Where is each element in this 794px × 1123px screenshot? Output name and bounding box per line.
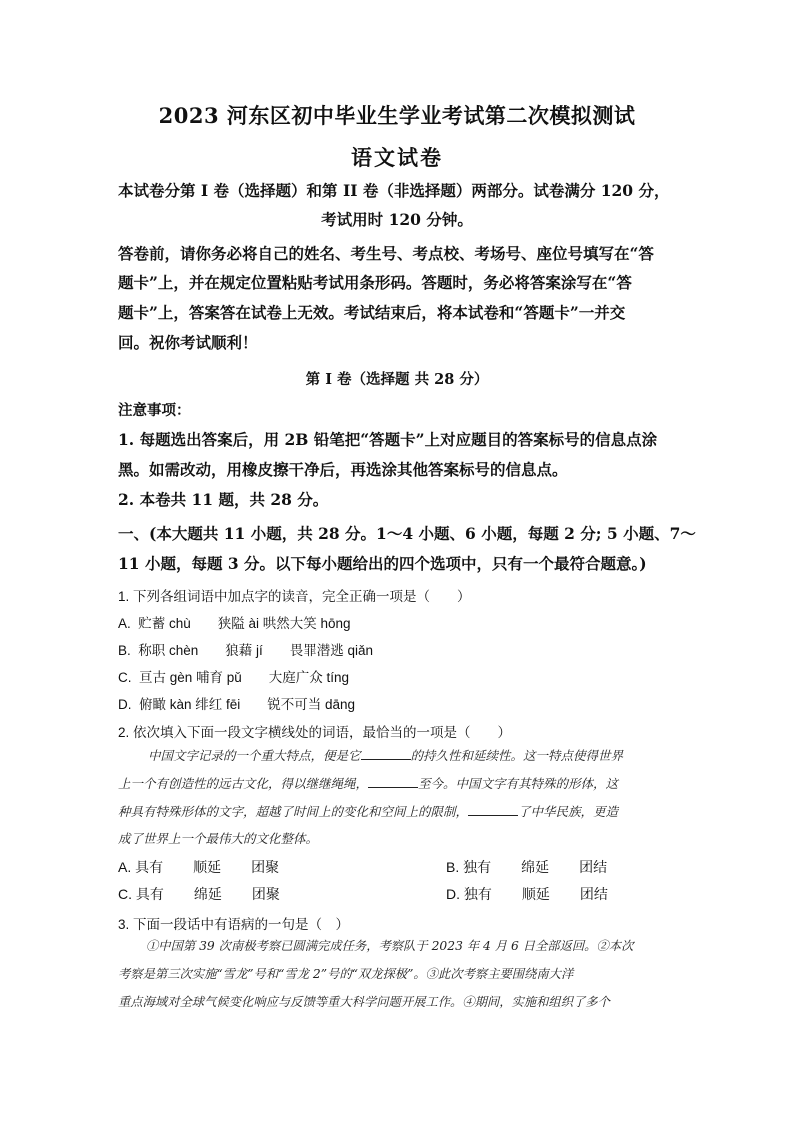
instruction-line-4: 回。祝你考试顺利！ [118, 333, 258, 352]
part1-heading: 第 I 卷（选择题 共 28 分） [305, 371, 489, 388]
question-1-option-b: B. 称职 chèn 狼藉 jí 畏罪潜逃 qiǎn [118, 643, 374, 658]
intro-line-2: 考试用时 120 分钟。 [321, 210, 473, 229]
fill-blank-3 [468, 803, 518, 816]
choice-word: A. 具有 [118, 859, 164, 875]
choice-word: 团结 [579, 886, 608, 902]
question-3-line-3: 重点海域对全球气候变化响应与反馈等重大科学问题开展工作。④期间，实施和组织了多个 [118, 995, 610, 1009]
choice-word: 绵延 [521, 859, 550, 875]
choice-word: 团结 [579, 859, 608, 875]
question-2-choice-a [118, 857, 309, 877]
notes-label: 注意事项： [118, 402, 191, 419]
question-2-stem: 2. 依次填入下面一段文字横线处的词语，最恰当的一项是（ ） [118, 725, 512, 740]
choice-word: C. 具有 [118, 886, 164, 902]
exam-subtitle: 语文试卷 [351, 145, 443, 170]
question-1-option-a: A. 贮蓄 chù 狭隘 ài 哄然大笑 hōng [118, 616, 351, 631]
choice-word: 绵延 [193, 886, 222, 902]
choice-word: 顺延 [521, 886, 550, 902]
choice-word: 顺延 [193, 859, 222, 875]
question-3-line-2: 考察是第三次实施“雪龙”号和“雪龙 2”号的“双龙探极”。③此次考察主要围绕南大洋 [118, 967, 574, 981]
passage-text: 种具有特殊形体的文字，超越了时间上的变化和空间上的限制， [118, 804, 469, 819]
section-1-line-1: 一、(本大题共 11 小题，共 28 分。1～4 小题、6 小题，每题 2 分; 5 小题、7～ [118, 524, 696, 543]
passage-text: 的持久性和延续性。这一特点使得世界 [410, 748, 624, 763]
question-3-line-1: ①中国第 39 次南极考察已圆满完成任务，考察队于 2023 年 4 月 6 日全部返回。②本次 [146, 939, 634, 953]
passage-text: 中国文字记录的一个重大特点，便是它 [148, 748, 361, 763]
note-1-line-2: 黑。如需改动，用橡皮擦干净后，再选涂其他答案标号的信息点。 [118, 460, 568, 479]
question-1-option-d: D. 俯瞰 kàn 绯红 fēi 锐不可当 dāng [118, 697, 356, 712]
instruction-line-1: 答卷前，请你务必将自己的姓名、考生号、考点校、考场号、座位号填写在“答 [118, 244, 654, 263]
exam-title: 2023 河东区初中毕业生学业考试第二次模拟测试 [158, 103, 636, 128]
fill-blank-2 [368, 775, 418, 788]
instruction-line-2: 题卡”上，并在规定位置粘贴考试用条形码。答题时，务必将答案涂写在“答 [118, 273, 632, 292]
question-2-choice-b [446, 857, 637, 877]
passage-line-2 [118, 770, 676, 798]
question-3-stem: 3. 下面一段话中有语病的一句是（ ） [118, 917, 350, 932]
passage-line-4: 成了世界上一个最伟大的文化整体。 [118, 831, 319, 846]
passage-text: 上一个有创造性的远古文化，得以继继绳绳， [118, 776, 369, 791]
choice-word: 团聚 [251, 886, 280, 902]
intro-line-1: 本试卷分第 I 卷（选择题）和第 II 卷（非选择题）两部分。试卷满分 120 分， [118, 181, 670, 200]
passage-line-3 [118, 798, 676, 826]
note-2: 2. 本卷共 11 题，共 28 分。 [118, 490, 329, 509]
question-1-option-c: C. 亘古 gèn 哺育 pǔ 大庭广众 tíng [118, 670, 350, 685]
choice-word: 团聚 [251, 859, 280, 875]
fill-blank-1 [361, 747, 411, 760]
question-1-stem: 1. 下列各组词语中加点字的读音，完全正确一项是（ ） [118, 589, 471, 604]
note-1-line-1: 1. 每题选出答案后，用 2B 铅笔把“答题卡”上对应题目的答案标号的信息点涂 [118, 430, 658, 449]
instruction-line-3: 题卡”上，答案答在试卷上无效。考试结束后，将本试卷和“答题卡”一并交 [118, 303, 626, 322]
section-1-line-2: 11 小题，每题 3 分。以下每小题给出的四个选项中，只有一个最符合题意。) [118, 554, 647, 573]
choice-word: B. 独有 [446, 859, 492, 875]
passage-line-1 [118, 742, 676, 770]
passage-text: 至今。中国文字有其特殊的形体，这 [418, 776, 619, 791]
question-2-choice-d [446, 884, 638, 904]
passage-text: 了中华民族，更造 [518, 804, 619, 819]
choice-word: D. 独有 [446, 886, 492, 902]
question-2-choice-c [118, 884, 310, 904]
